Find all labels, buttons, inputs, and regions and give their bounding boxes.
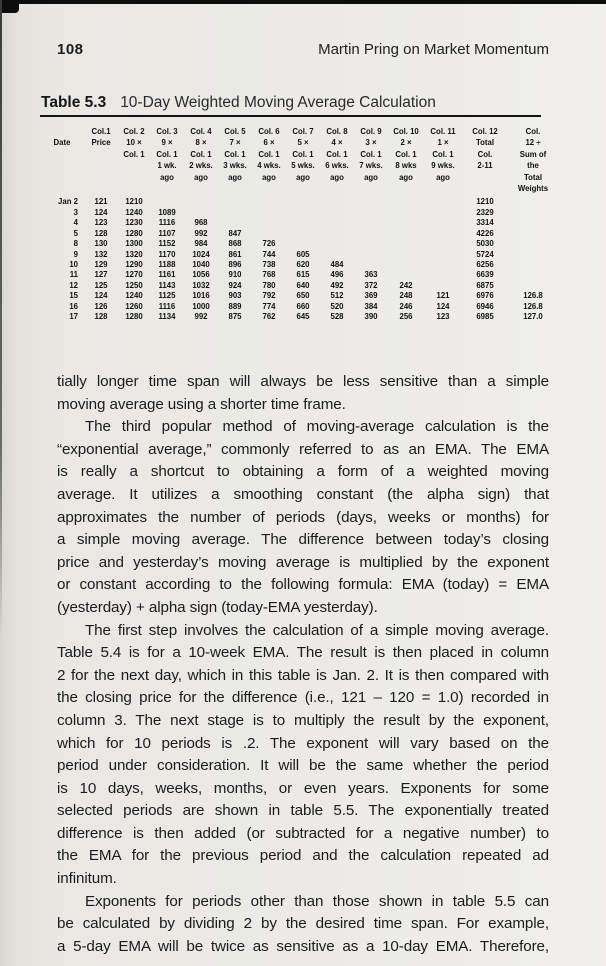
table-cell: 126.8 (523, 291, 543, 301)
scan-top-edge (0, 0, 606, 4)
table-row (40, 312, 558, 322)
table-cell: 121 (436, 291, 450, 301)
table-cell (320, 250, 354, 260)
table-cell (286, 229, 320, 239)
table-cell: 127.0 (523, 312, 543, 322)
table-cell: 128 (94, 312, 108, 322)
body-text-line: column 3. The next stage is to multiply the result by the exponent, (57, 711, 549, 729)
running-header: Martin Pring on Market Momentum (318, 41, 549, 58)
table-rule (40, 115, 541, 117)
table-cell: 1000 (192, 301, 210, 311)
table-cell: 129 (94, 259, 108, 269)
table-cell (252, 197, 286, 207)
table-cell (218, 218, 252, 228)
table-cell: 2329 (476, 207, 494, 217)
table-row (40, 197, 558, 207)
table-cell: 1260 (125, 301, 143, 311)
table-cell: 132 (94, 249, 108, 259)
table-cell: 4 (73, 218, 78, 228)
table-cell: 4226 (476, 228, 494, 238)
table-cell: 1125 (158, 291, 176, 301)
table-cell: 1320 (125, 249, 143, 259)
table-cell: 496 (330, 270, 344, 280)
table-column-header: Col.1 Price (91, 127, 111, 148)
body-text-line: average. It utilizes a smoothing constant (the alpha sign) that (57, 485, 549, 503)
table-cell: 384 (364, 301, 378, 311)
table-cell: 896 (228, 259, 242, 269)
table-cell (354, 218, 388, 228)
table-cell: 372 (364, 280, 378, 290)
table-cell: 640 (296, 280, 310, 290)
table-caption (41, 94, 436, 112)
table-cell: 10 (69, 259, 78, 269)
table-column-header: Col. 2 10 × Col. 1 (123, 127, 145, 159)
table-cell (508, 250, 558, 260)
table-cell: 6256 (476, 259, 494, 269)
table-cell: 484 (330, 259, 344, 269)
table-cell: 6875 (476, 280, 494, 290)
table-cell: 903 (228, 291, 242, 301)
table-cell: 127 (94, 270, 108, 280)
table-cell: 128 (94, 228, 108, 238)
table-cell (424, 250, 462, 260)
body-text-line: is 10 days, weeks, months, or even years. Exponents for some (57, 779, 549, 797)
body-text-line: The first step involves the calculation of a simple moving average. (85, 621, 549, 639)
table-cell: 1290 (125, 259, 143, 269)
table-cell (320, 218, 354, 228)
table-cell: 744 (262, 249, 276, 259)
table-cell (424, 197, 462, 207)
table-cell: 1230 (125, 218, 143, 228)
table-cell (218, 197, 252, 207)
table-cell: 620 (296, 259, 310, 269)
body-text-line: a simple moving average. The difference between today’s closing (57, 531, 549, 549)
table-cell: 8 (73, 239, 78, 249)
table-cell: 780 (262, 280, 276, 290)
table-cell (388, 218, 424, 228)
table-cell: 6976 (476, 291, 494, 301)
table-cell: 123 (94, 218, 108, 228)
table-cell: 1116 (158, 301, 176, 311)
table-5-3 (40, 126, 558, 323)
table-cell: 1152 (158, 239, 176, 249)
table-cell: 512 (330, 291, 344, 301)
table-cell (424, 218, 462, 228)
table-title: 10-Day Weighted Moving Average Calculation (120, 94, 436, 111)
table-cell (320, 197, 354, 207)
table-cell (218, 208, 252, 218)
body-text-line: which for 10 periods is .2. The exponent will vary based on the (57, 734, 549, 752)
table-cell: 910 (228, 270, 242, 280)
body-text-line: be calculated by dividing 2 by the desired time span. For example, (57, 915, 549, 933)
table-cell: 861 (228, 249, 242, 259)
table-cell (252, 218, 286, 228)
table-cell: 1056 (192, 270, 210, 280)
table-cell (388, 270, 424, 280)
body-text-line: The third popular method of moving-average calculation is the (85, 418, 549, 436)
table-cell: 774 (262, 301, 276, 311)
table-cell (320, 208, 354, 218)
table-cell: 1240 (125, 207, 143, 217)
body-text-line: tially longer time span will always be less sensitive than a simple (57, 373, 549, 390)
table-row (40, 270, 558, 280)
table-cell: 12 (69, 280, 78, 290)
table-cell (354, 260, 388, 270)
table-cell: 645 (296, 312, 310, 322)
table-cell: 1107 (158, 228, 176, 238)
table-cell: 984 (194, 239, 208, 249)
table-cell: 5724 (476, 249, 494, 259)
table-column-header: Col. 8 4 × Col. 1 6 wks. ago (325, 127, 349, 182)
table-cell: 16 (69, 301, 78, 311)
table-cell (508, 218, 558, 228)
table-cell (320, 229, 354, 239)
table-cell (424, 270, 462, 280)
table-cell (354, 229, 388, 239)
table-cell: 660 (296, 301, 310, 311)
table-cell (388, 260, 424, 270)
table-cell: 124 (94, 207, 108, 217)
table-cell: 130 (94, 239, 108, 249)
table-cell: 1170 (158, 249, 176, 259)
table-row (40, 302, 558, 312)
table-cell: 17 (69, 312, 78, 322)
table-column-header: Col. 12 Total Col. 2-11 (472, 127, 498, 171)
body-text-line: period under consideration. It will be the same whether the period (57, 757, 549, 775)
table-cell: 369 (364, 291, 378, 301)
table-cell: 6985 (476, 312, 494, 322)
table-cell: 121 (94, 197, 108, 207)
body-text-line: (yesterday) + alpha sign (today-EMA yesterday). (57, 598, 378, 616)
body-text-line: a 5-day EMA will be twice as sensitive as a 10-day EMA. Therefore, (57, 937, 549, 955)
table-cell (424, 239, 462, 249)
body-text-line: the EMA for the previous period and the calculation repeated ad (57, 847, 549, 865)
table-cell: 9 (73, 249, 78, 259)
table-cell (388, 250, 424, 260)
table-label: Table 5.3 (41, 94, 107, 111)
table-cell: 11 (69, 270, 78, 280)
table-cell: 726 (262, 239, 276, 249)
table-header-row (40, 126, 558, 194)
table-column-header: Col. 6 6 × Col. 1 4 wks. ago (257, 127, 281, 182)
table-cell: 242 (399, 280, 413, 290)
table-row (40, 208, 558, 218)
table-row (40, 291, 558, 301)
table-cell: 124 (436, 301, 450, 311)
table-cell (388, 239, 424, 249)
table-cell: 1188 (158, 259, 176, 269)
table-cell: 768 (262, 270, 276, 280)
table-cell (508, 239, 558, 249)
table-cell: 520 (330, 301, 344, 311)
body-text-line: price and yesterday’s moving average is multiplied by the exponent (57, 553, 549, 571)
table-cell (424, 260, 462, 270)
table-column-header: Col. 7 5 × Col. 1 5 wks. ago (291, 127, 315, 182)
table-column-header: Date (53, 138, 71, 148)
table-cell: 492 (330, 280, 344, 290)
table-row (40, 239, 558, 249)
table-cell (508, 208, 558, 218)
table-column-header: Col. 9 3 × Col. 1 7 wks. ago (359, 127, 383, 182)
body-text-line: or constant according to the following formula: EMA (today) = EMA (57, 576, 549, 594)
table-cell: 363 (364, 270, 378, 280)
table-cell: 1161 (158, 270, 176, 280)
table-cell (508, 281, 558, 291)
table-cell: 605 (296, 249, 310, 259)
body-text-line: the closing price for the difference (i.e., 121 – 120 = 1.0) recorded in (57, 689, 549, 707)
table-cell: 968 (194, 218, 208, 228)
table-row (40, 250, 558, 260)
page-header (57, 41, 549, 58)
table-cell: 246 (399, 301, 413, 311)
table-cell (184, 208, 218, 218)
table-cell: 528 (330, 312, 344, 322)
table-cell: 1280 (125, 228, 143, 238)
table-cell: 124 (94, 291, 108, 301)
table-cell: 738 (262, 259, 276, 269)
table-cell (150, 197, 184, 207)
table-cell: 1250 (125, 280, 143, 290)
table-cell: 5 (73, 228, 78, 238)
table-cell: 1040 (192, 259, 210, 269)
table-cell (508, 197, 558, 207)
body-text-line: Exponents for periods other than those shown in table 5.5 can (85, 892, 549, 910)
table-cell (354, 197, 388, 207)
table-column-header: Col. 11 1 × Col. 1 9 wks. ago (430, 127, 456, 182)
table-cell (354, 208, 388, 218)
table-cell: 125 (94, 280, 108, 290)
table-cell: 1134 (158, 312, 176, 322)
table-row (40, 260, 558, 270)
table-row (40, 281, 558, 291)
table-column-header: Col. 5 7 × Col. 1 3 wks. ago (223, 127, 247, 182)
table-column-header: Col. 4 8 × Col. 1 2 wks. ago (189, 127, 213, 182)
scan-corner-artifact (0, 0, 19, 13)
table-cell (184, 197, 218, 207)
table-column-header: Col. 10 2 × Col. 1 8 wks ago (393, 127, 419, 182)
table-cell: 889 (228, 301, 242, 311)
table-cell: 615 (296, 270, 310, 280)
table-cell: 1210 (476, 197, 494, 207)
table-cell (388, 197, 424, 207)
table-cell: 5030 (476, 239, 494, 249)
table-cell: 992 (194, 228, 208, 238)
table-cell: 6946 (476, 301, 494, 311)
table-cell: 650 (296, 291, 310, 301)
table-cell (388, 208, 424, 218)
body-text-line: selected periods are shown in table 5.5. The exponentially treated (57, 802, 549, 820)
table-cell (354, 239, 388, 249)
table-cell: Jan 2 (58, 197, 78, 207)
table-cell: 762 (262, 312, 276, 322)
table-cell: 256 (399, 312, 413, 322)
table-cell: 924 (228, 280, 242, 290)
table-cell (388, 229, 424, 239)
table-cell (424, 281, 462, 291)
table-cell: 1210 (125, 197, 143, 207)
table-cell (354, 250, 388, 260)
table-cell (508, 260, 558, 270)
table-cell: 123 (436, 312, 450, 322)
body-text-line: “exponential average,” commonly referred to as an EMA. The EMA (57, 440, 549, 458)
table-row (40, 218, 558, 228)
table-cell: 6639 (476, 270, 494, 280)
table-cell: 1024 (192, 249, 210, 259)
body-text-line: approximates the number of periods (days, weeks or months) for (57, 508, 549, 526)
table-cell: 1300 (125, 239, 143, 249)
table-cell (424, 229, 462, 239)
table-cell (286, 197, 320, 207)
table-cell: 248 (399, 291, 413, 301)
table-cell: 3314 (476, 218, 494, 228)
table-cell (286, 218, 320, 228)
table-cell: 1032 (192, 280, 210, 290)
body-text-line: is really a shortcut to obtaining a form of a weighted moving (57, 463, 549, 481)
table-column-header: Col. 3 9 × Col. 1 1 wk. ago (156, 127, 178, 182)
table-cell: 3 (73, 207, 78, 217)
table-body (40, 197, 558, 322)
page-number: 108 (57, 41, 84, 58)
table-cell: 1270 (125, 270, 143, 280)
table-cell: 1089 (158, 207, 176, 217)
table-cell: 792 (262, 291, 276, 301)
table-cell: 1280 (125, 312, 143, 322)
body-text-line: difference is then added (or subtracted for a negative number) to (57, 824, 549, 842)
table-cell: 868 (228, 239, 242, 249)
table-cell (508, 270, 558, 280)
scan-left-edge (0, 0, 2, 640)
table-cell: 875 (228, 312, 242, 322)
table-cell: 126.8 (523, 301, 543, 311)
body-text-line: Table 5.4 is for a 10-week EMA. The result is then placed in column (57, 644, 549, 662)
table-cell (252, 208, 286, 218)
table-cell: 1240 (125, 291, 143, 301)
table-cell: 126 (94, 301, 108, 311)
table-row (40, 229, 558, 239)
table-column-header: Col. 12 ÷ Sum of the Total Weights (517, 127, 549, 193)
table-cell: 15 (69, 291, 78, 301)
body-text-line: 2 for the next day, which in this table is Jan. 2. It is then compared with (57, 666, 549, 684)
body-text-line: infinitum. (57, 870, 117, 888)
table-cell (286, 239, 320, 249)
table-cell: 847 (228, 228, 242, 238)
table-cell: 1016 (192, 291, 210, 301)
body-text (57, 371, 549, 958)
table-cell (508, 229, 558, 239)
body-text-line: moving average using a shorter time frame. (57, 395, 346, 413)
table-cell: 992 (194, 312, 208, 322)
table-cell (320, 239, 354, 249)
table-cell: 1143 (158, 280, 176, 290)
table-cell (252, 229, 286, 239)
table-cell (424, 208, 462, 218)
table-cell: 1116 (158, 218, 176, 228)
table-cell (286, 208, 320, 218)
table-cell: 390 (364, 312, 378, 322)
